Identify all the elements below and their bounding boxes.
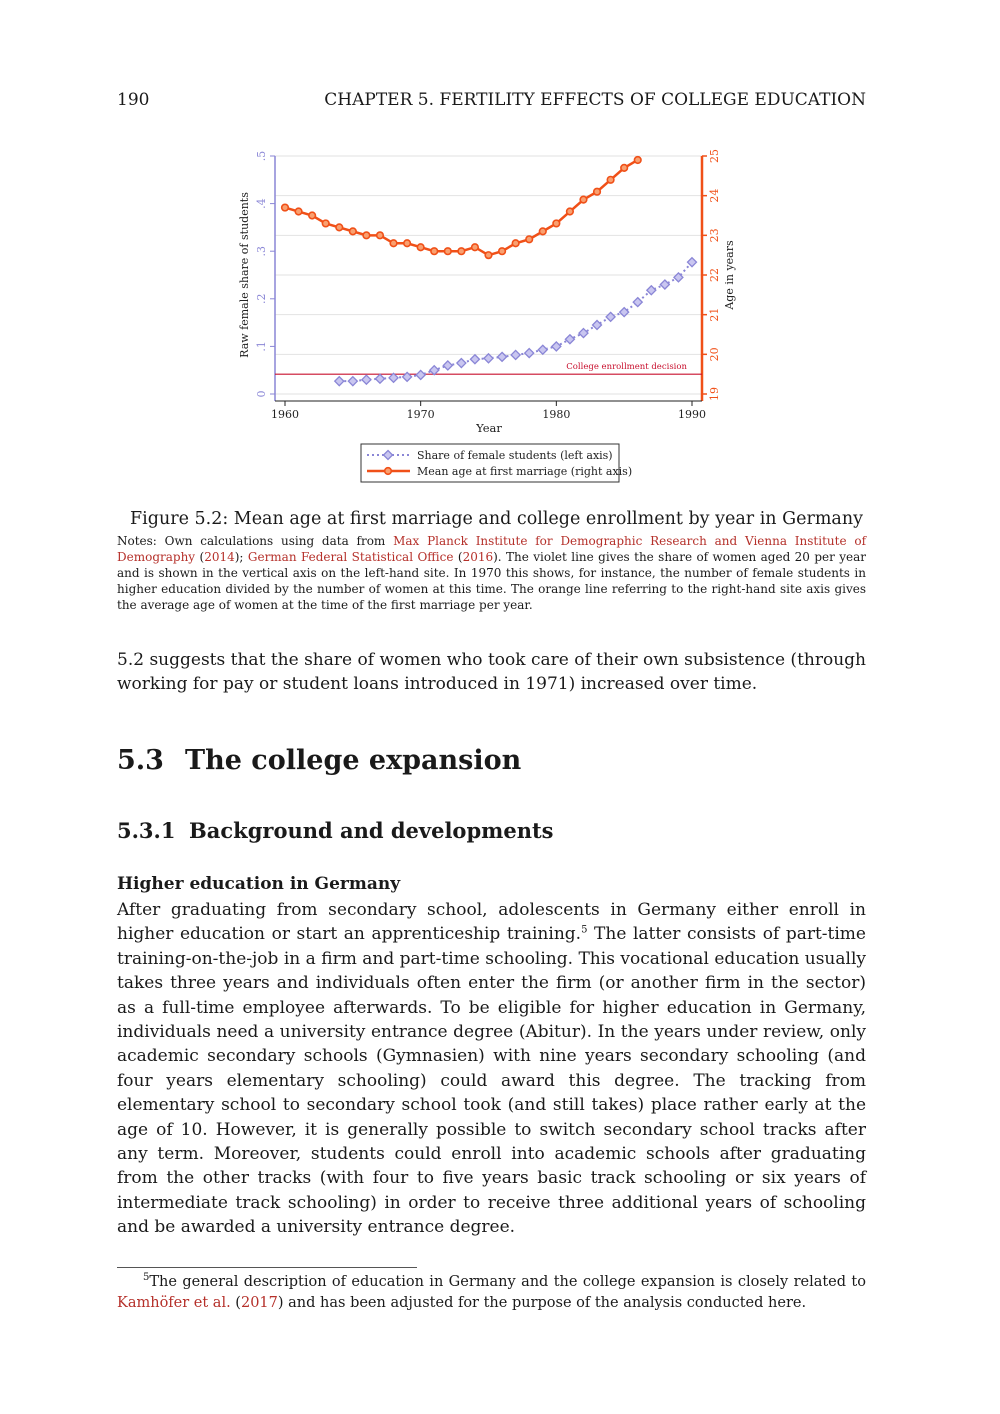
footnote-rule: [117, 1267, 417, 1268]
marriage-age-point: [580, 196, 587, 203]
marriage-age-point: [431, 248, 438, 255]
left-tick-label: .1: [255, 341, 268, 352]
chart-series: [282, 157, 697, 386]
chart-ticks: [238, 149, 736, 435]
x-axis-title: Year: [476, 421, 502, 435]
footnote-marker[interactable]: 5: [581, 924, 588, 936]
marriage-age-point: [309, 212, 316, 219]
enrollment-decision-label: College enrollment decision: [566, 362, 687, 373]
footnote-mark: 5: [143, 1272, 150, 1284]
subsection-number: 5.3.1: [117, 818, 176, 843]
female-share-point: [606, 312, 615, 321]
marriage-age-point: [634, 157, 641, 164]
marriage-age-point: [485, 252, 492, 259]
figure-caption: Figure 5.2: Mean age at first marriage and college enrollment by year in Germany: [130, 509, 864, 529]
ref-2017-link[interactable]: 2017: [240, 1295, 278, 1311]
right-tick-label: 19: [708, 387, 721, 401]
marriage-age-point: [350, 228, 357, 235]
marriage-age-point: [458, 248, 465, 255]
x-tick-label: 1960: [271, 408, 299, 421]
female-share-point: [593, 320, 602, 329]
female-share-point: [633, 298, 642, 307]
female-share-point: [430, 366, 439, 375]
left-axis-title: Raw female share of students: [238, 192, 251, 358]
right-tick-label: 25: [708, 149, 721, 163]
right-tick-label: 20: [708, 347, 721, 362]
female-share-point: [647, 286, 656, 295]
ref-max-planck-link[interactable]: Max Planck Institute for Demographic Research and Vienna Institute of Demography: [117, 534, 867, 564]
female-share-point: [511, 350, 520, 359]
ref-kamhofer-link[interactable]: Kamhöfer et al.: [117, 1295, 231, 1311]
marriage-age-point: [322, 220, 329, 227]
female-share-point: [443, 361, 452, 370]
female-share-point: [470, 355, 479, 364]
subsection-title: Background and developments: [189, 818, 554, 843]
body-paragraph: 5.2 suggests that the share of women who took care of their own subsistence (through working for pay or student loans introduced in 1971) increased over time.: [117, 650, 866, 695]
marriage-age-point: [363, 232, 370, 239]
right-tick-label: 23: [708, 228, 721, 243]
x-tick-label: 1970: [406, 408, 435, 421]
body-paragraph: After graduating from secondary school, adolescents in Germany either enroll in higher education or start an apprenticeship training.$^5$ The latter consists of part-time training-on-the-job in a firm and part-time schooling. This vocational education usually takes three years and individuals often enter the firm (or another firm in the sector) as a full-time employee afterwards. To be eligible for higher education in Germany, individuals need a university entrance degree (Abitur). In the years under review, only academic secondary schools (Gymnasien) with nine years secondary schooling (and four years elementary schooling) could award this degree. The tracking from elementary school to secondary school took (and still takes) place rather early at the age of 10. However, it is generally possible to switch secondary school tracks after any term. Moreover, students could enroll into academic schools after graduating from the other tracks (with four to five years basic track schooling or six years of intermediate track schooling) in order to receive three additional years of schooling and be awarded a university entrance degree.: [117, 900, 866, 1238]
female-share-point: [498, 352, 507, 361]
marriage-age-point: [594, 188, 601, 195]
section-title: The college expansion: [185, 745, 522, 776]
paragraph-heading: Higher education in Germany: [117, 874, 401, 894]
marriage-age-point: [390, 240, 397, 247]
right-tick-label: 21: [708, 307, 721, 322]
chart-legend: [361, 444, 632, 482]
x-tick-label: 1990: [678, 408, 706, 421]
left-tick-label: 0: [255, 390, 268, 398]
legend-marriage-age-marker: [385, 468, 392, 475]
female-share-point: [362, 375, 371, 384]
left-tick-label: .5: [255, 150, 268, 162]
marriage-age-point: [567, 208, 574, 215]
marriage-age-point: [621, 165, 628, 172]
female-share-point: [375, 374, 384, 383]
marriage-age-point: [445, 248, 452, 255]
marriage-age-point: [539, 228, 546, 235]
marriage-age-point: [512, 240, 519, 247]
female-share-point: [416, 370, 425, 379]
left-tick-label: .2: [255, 293, 268, 305]
page-header: [117, 90, 866, 116]
female-share-point: [335, 377, 344, 386]
x-tick-label: 1980: [542, 408, 571, 421]
marriage-age-point: [377, 232, 384, 239]
section-heading: [117, 745, 521, 776]
left-tick-label: .3: [255, 245, 268, 257]
marriage-age-point: [282, 204, 289, 211]
female-share-point: [660, 280, 669, 289]
female-share-point: [688, 258, 697, 267]
right-tick-label: 24: [708, 188, 721, 203]
legend-female-share-label: Share of female students (left axis): [417, 449, 613, 462]
female-share-point: [457, 359, 466, 368]
running-title: CHAPTER 5. FERTILITY EFFECTS OF COLLEGE EDUCATION: [324, 90, 866, 110]
female-share-point: [484, 354, 493, 363]
reference-line: [275, 362, 702, 374]
marriage-age-point: [472, 244, 479, 251]
marriage-age-line: [285, 160, 638, 255]
figure-chart: [230, 145, 750, 490]
female-share-point: [552, 342, 561, 351]
page-number: 190: [117, 90, 150, 110]
female-share-point: [525, 349, 534, 358]
ref-destatis-link[interactable]: German Federal Statistical Office: [247, 550, 454, 564]
subsection-heading: [117, 818, 554, 843]
ref-2016-link[interactable]: 2016: [462, 550, 494, 564]
marriage-age-point: [417, 244, 424, 251]
left-tick-label: .4: [255, 198, 268, 209]
ref-2014-link[interactable]: 2014: [204, 550, 235, 564]
marriage-age-point: [499, 248, 506, 255]
marriage-age-point: [404, 240, 411, 247]
legend-marriage-age-label: Mean age at first marriage (right axis): [417, 465, 633, 478]
female-share-point: [579, 329, 588, 338]
marriage-age-point: [607, 177, 614, 184]
female-share-point: [538, 345, 547, 354]
female-share-point: [348, 377, 357, 386]
footnote: $^5$The general description of education in Germany and the college expansion is closely related to Kamhöfer et al. (2017) and has been adjusted for the purpose of the analysis conducted here.: [117, 1272, 866, 1311]
marriage-age-point: [553, 220, 560, 227]
figure-notes: Notes: Own calculations using data from Max Planck Institute for Demographic Research and Vienna Institute of Demography (2014); German Federal Statistical Office (2016). The violet line gives the share of women aged 20 per year and is shown in the vertical axis on the left-hand site. In 1970 this shows, for instance, the number of female students in higher education divided by the number of women at this time. The orange line referring to the right-hand site axis gives the average age of women at the time of the first marriage per year.: [117, 534, 867, 612]
marriage-age-point: [526, 236, 533, 243]
female-share-point: [565, 335, 574, 344]
right-tick-label: 22: [708, 268, 721, 282]
marriage-age-point: [295, 208, 302, 215]
marriage-age-point: [336, 224, 343, 231]
right-axis-title: Age in years: [723, 240, 736, 310]
section-number: 5.3: [117, 745, 164, 776]
